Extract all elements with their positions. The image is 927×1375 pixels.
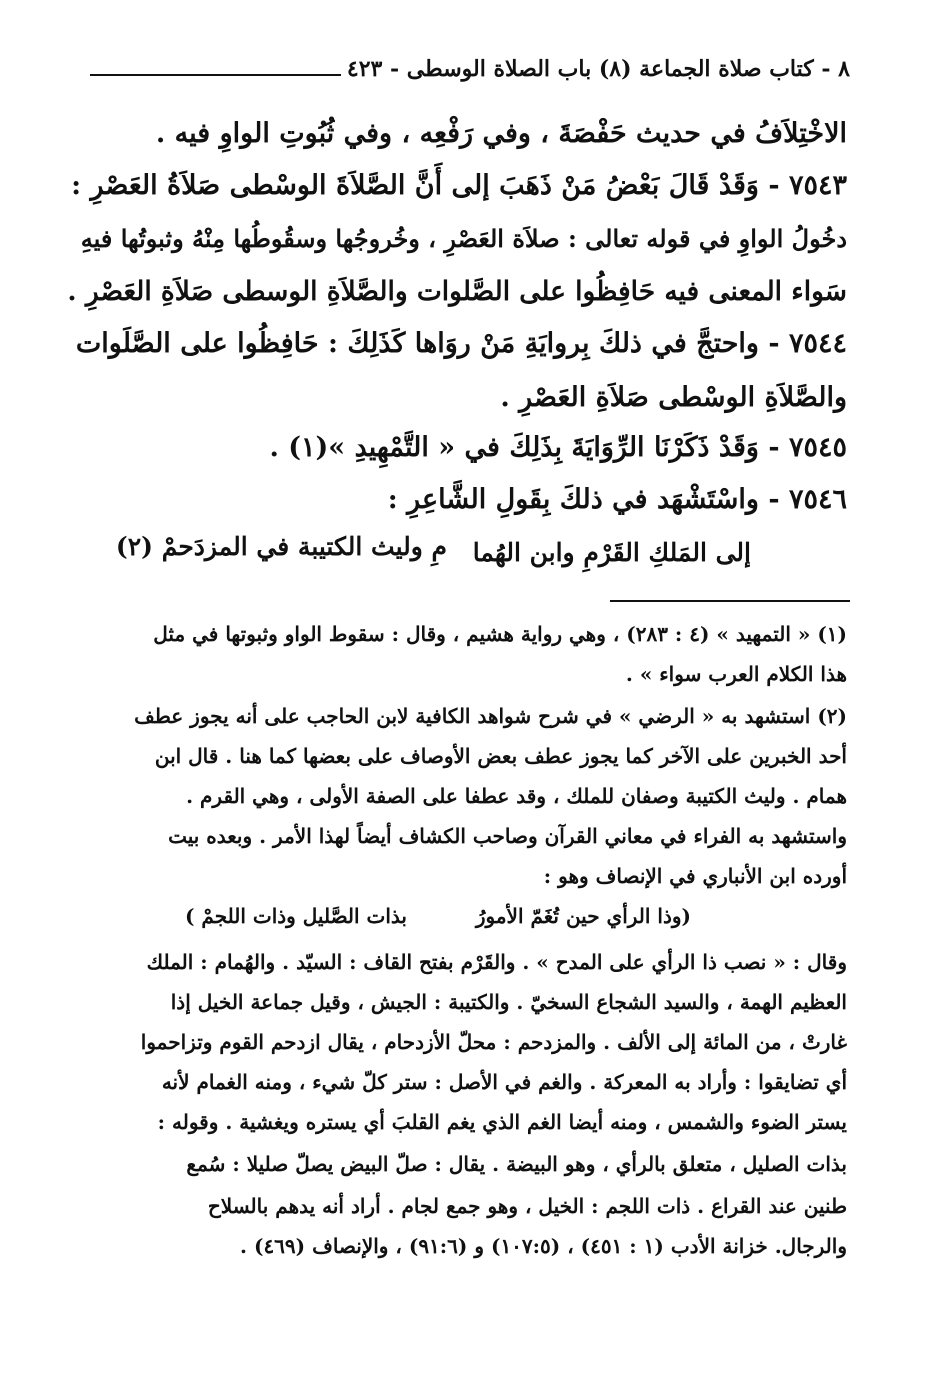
text-line: الاخْتِلاَفُ في حديث حَفْصَةَ ، وفي رَفْعِه ، وفي ثُبُوتِ الواوِ فيه . [155, 118, 847, 149]
text-line: ٧٥٤٣ - وَقَدْ قَالَ بَعْضُ مَنْ ذَهَبَ إلى أَنَّ الصَّلاَةَ الوسْطى صَلاَةُ العَصْرِ : [71, 170, 847, 201]
footnote-line: والرجال. خزانة الأدب (١ : ٤٥١) ، (١٠٧:٥) و (٩١:٦) ، والإنصاف (٤٦٩) . [240, 1234, 847, 1258]
footnote-line: أي تضايقوا : وأراد به المعركة . والغم في الأصل : ستر كلّ شيء ، ومنه الغمام لأنه [161, 1070, 847, 1094]
text-line: والصَّلاَةِ الوسْطى صَلاَةِ العَصْرِ . [500, 382, 847, 413]
footnote-line: (٢) استشهد به « الرضي » في شرح شواهد الكافية لابن الحاجب على أنه يجوز عطف [134, 704, 847, 728]
footnote-line: هذا الكلام العرب سواء » . [625, 662, 847, 686]
footnote-verse-second: بذات الصَّليل وذات اللجمْ ) [184, 904, 407, 928]
footnote-line: همام . وليث الكتيبة وصفان للملك ، وقد عطفا على الصفة الأولى ، وهي القرم . [186, 784, 847, 808]
footnote-line: غارتْ ، من المائة إلى الألف . والمزدحم : محلّ الأزدحام ، يقال ازدحم القوم وتزاحموا [140, 1030, 847, 1054]
footnote-line: واستشهد به الفراء في معاني القرآن وصاحب الكشاف أيضاً لهذا الأمر . وبعده بيت [168, 824, 847, 848]
footnote-line: أورده ابن الأنباري في الإنصاف وهو : [543, 864, 847, 888]
text-line: دخُولُ الواوِ في قوله تعالى : صلاَة العَصْرِ ، وخُروجُها وسقُوطُها مِنْهُ وثبوتُها فيهِ [80, 224, 847, 253]
footnote-line: وقال : « نصب ذا الرأي على المدح » . والقَرْم بفتح القاف : السيّد . والهُمام : الملك [146, 950, 847, 974]
header-rule [90, 74, 341, 76]
running-header [90, 56, 850, 82]
text-line: ٧٥٤٦ - واسْتَشْهَد في ذلكَ بِقَولِ الشَّاعِرِ : [387, 484, 847, 515]
poem-hemistich-first: إلى المَلكِ القَرْمِ وابن الهُما [472, 538, 751, 567]
footnote-line: أحد الخبرين على الآخر كما يجوز عطف بعض الأوصاف على بعضها كما هنا . قال ابن [154, 744, 847, 768]
footnote-line: يستر الضوء والشمس ، ومنه أيضا الغم الذي يغم القلبَ أي يستره ويغشية . وقوله : [157, 1110, 847, 1134]
footnote-verse-first: (وذا الرأي حين تُغَمّ الأمورُ [475, 904, 691, 928]
text-line: سَواء المعنى فيه حَافِظُوا على الصَّلوات والصَّلاَةِ الوسطى صَلاَةِ العَصْرِ . [67, 276, 847, 307]
footnote-line: (١) « التمهيد » (٤ : ٢٨٣) ، وهي رواية هشيم ، وقال : سقوط الواو وثبوتها في مثل [153, 622, 847, 646]
running-title: ٨ - كتاب صلاة الجماعة (٨) باب الصلاة الوسطى - ٤٢٣ [346, 56, 850, 82]
text-line: ٧٥٤٤ - واحتجَّ في ذلكَ بِروايَةِ مَنْ روَاها كَذَلِكَ : حَافِظُوا على الصَّلَوات [75, 328, 847, 359]
footnote-line: طنين عند القراع . ذات اللجم : الخيل ، وهو جمع لجام . أراد أنه يدهم بالسلاح [207, 1194, 847, 1218]
footnote-line: بذات الصليل ، متعلق بالرأي ، وهو البيضة . يقال : صلّ البيض يصلّ صليلا : سُمع [186, 1152, 847, 1176]
footnote-separator [610, 600, 850, 602]
footnote-line: العظيم الهمة ، والسيد الشجاع السخيّ . والكتيبة : الجيش ، وقيل جماعة الخيل إذا [170, 990, 847, 1014]
text-line: ٧٥٤٥ - وَقَدْ ذَكَرْنَا الرِّوَايَةَ بِذَلِكَ في « التَّمْهِيدِ »(١) . [269, 432, 847, 463]
poem-hemistich-second: مِ وليث الكتيبة في المزدَحمْ (٢) [115, 532, 447, 561]
